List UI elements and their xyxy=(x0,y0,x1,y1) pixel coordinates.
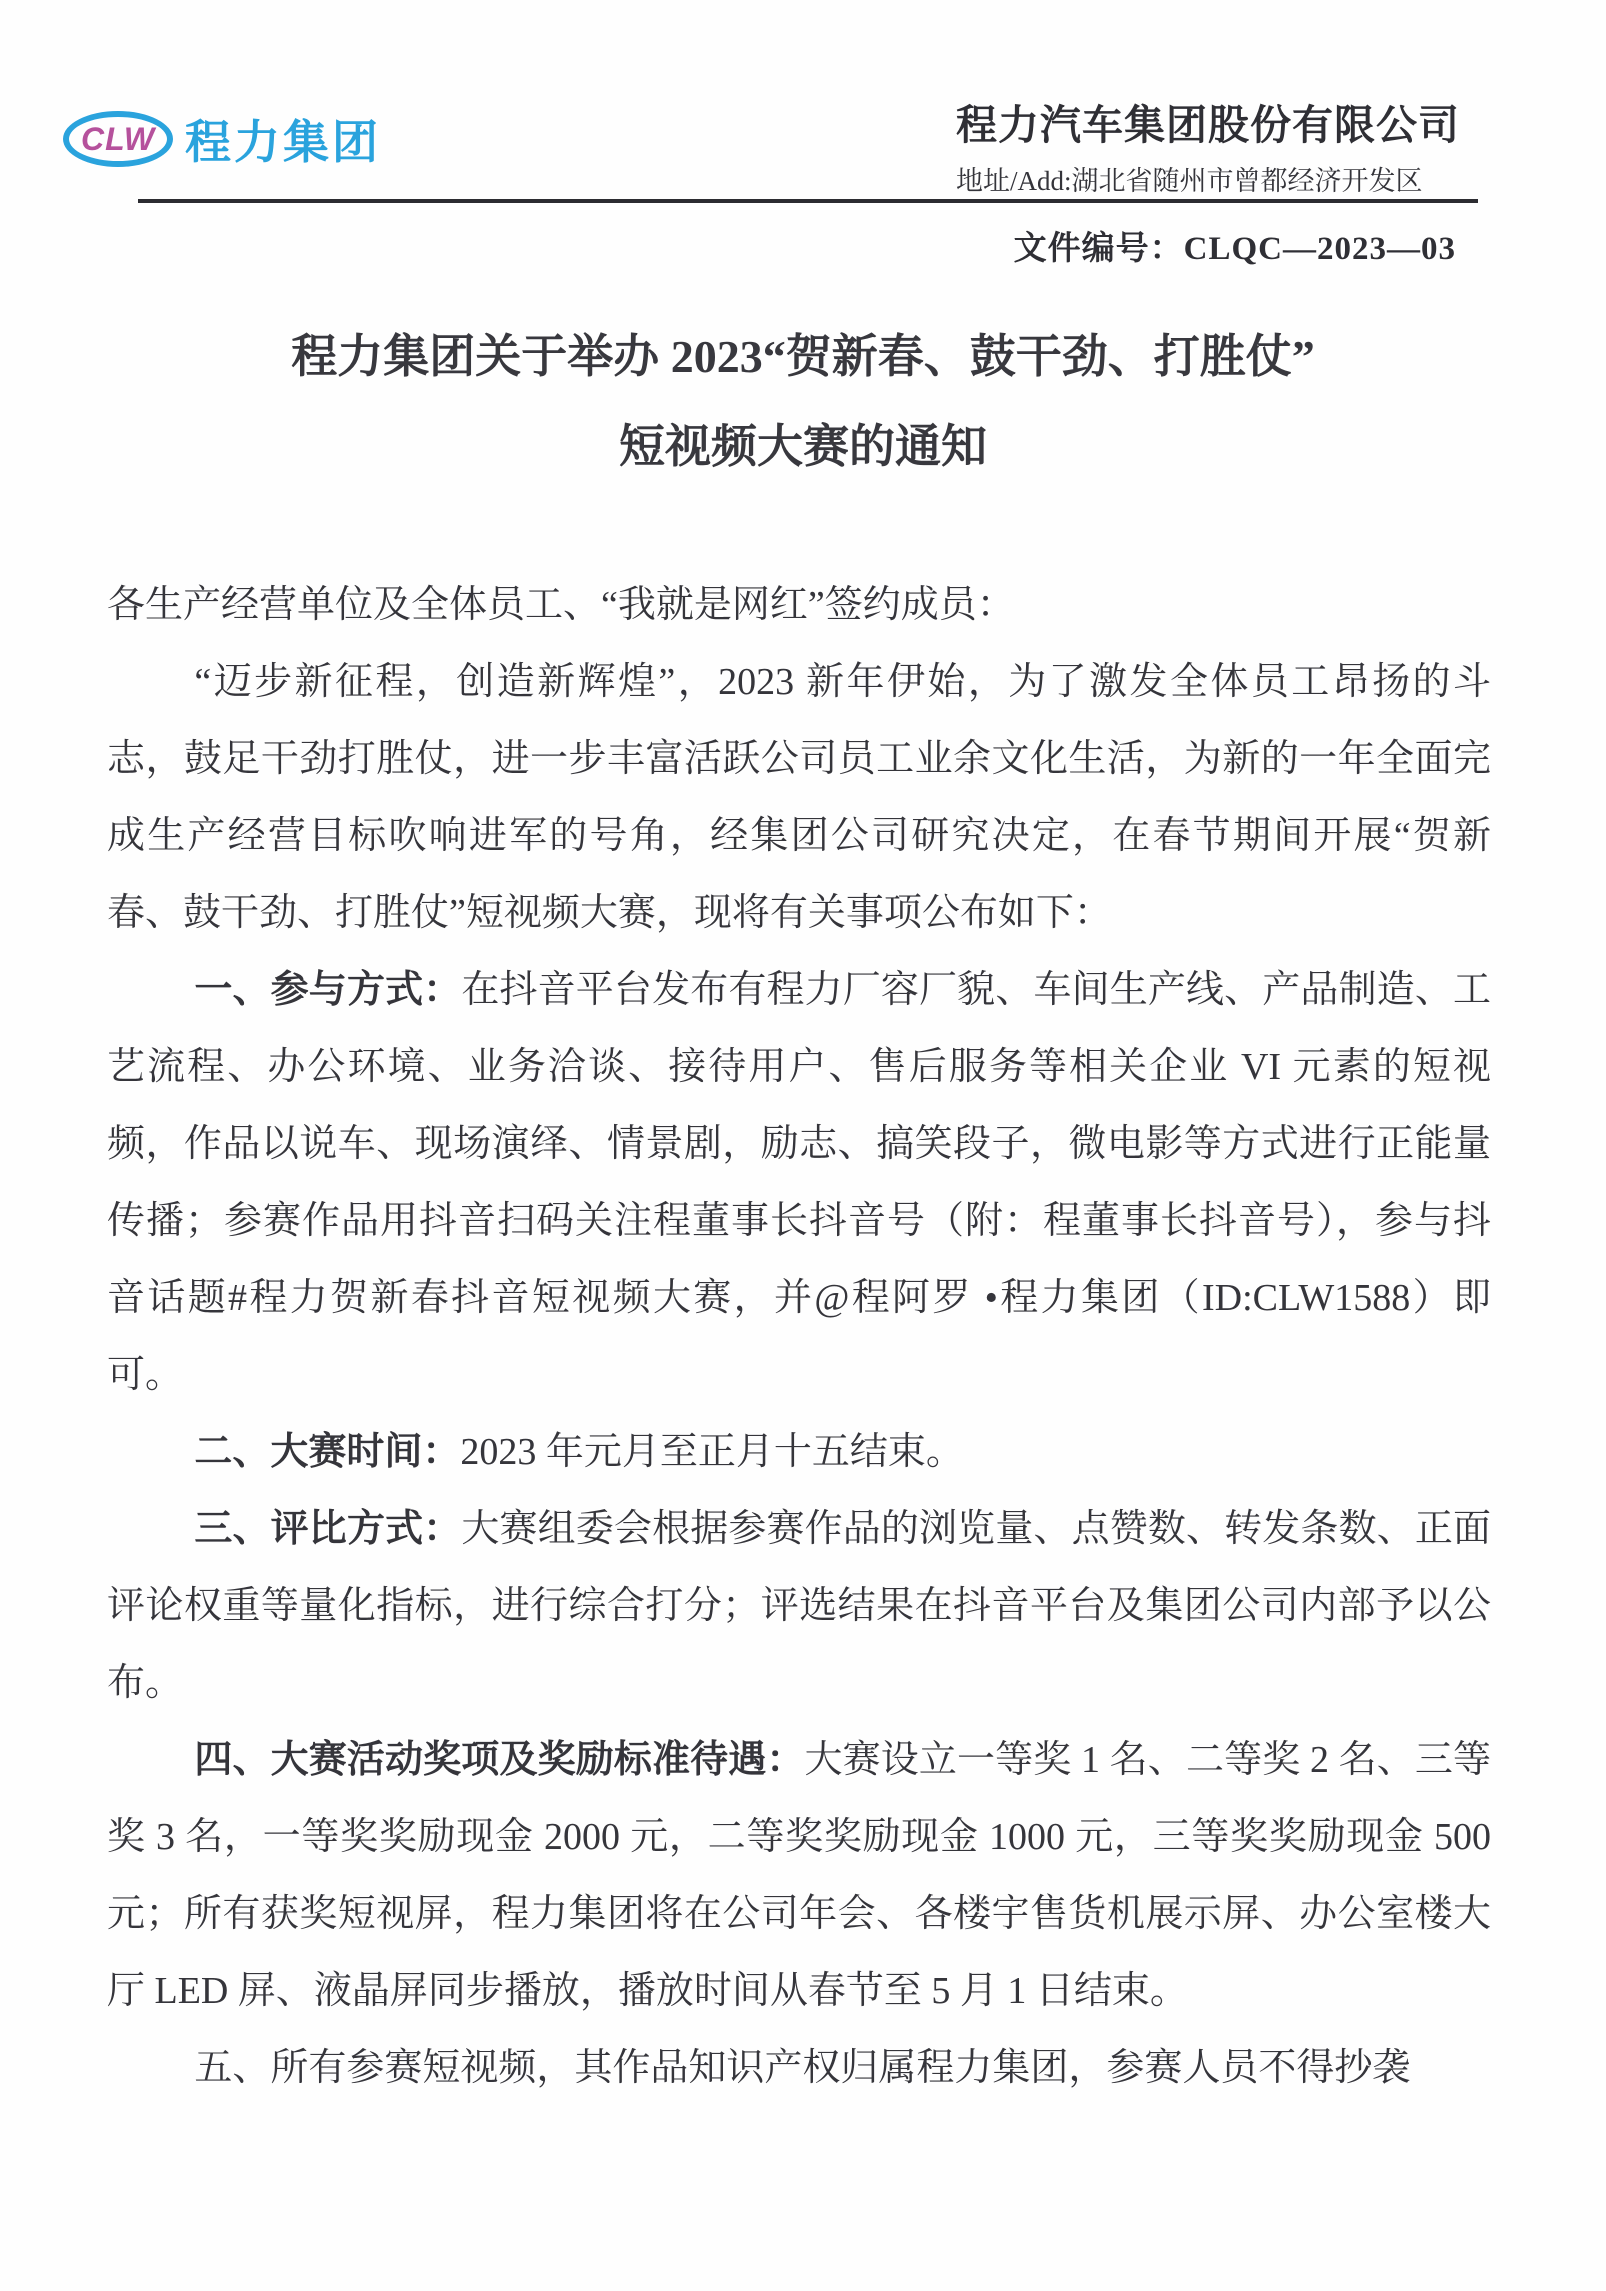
document-title-line1: 程力集团关于举办 2023“贺新春、鼓干劲、打胜仗” xyxy=(291,331,1315,382)
company-name: 程力汽车集团股份有限公司 xyxy=(956,102,1460,148)
document-number: 文件编号：CLQC—2023—03 xyxy=(1013,231,1456,267)
paragraph-text: 大赛设立一等奖 1 名、二等奖 2 名、三等奖 3 名，一等奖奖励现金 2000 元，二等奖奖励现金 1000 元，三等奖奖励现金 500 元；所有获奖短视屏，程力集团将在公司年会、各楼宇售货机展示屏、办公室楼大厅 LED 屏、液晶屏同步播放，播放时间从春节至 5 月 1 日结束。 xyxy=(107,1739,1491,2012)
paragraph-lead: 三、评比方式： xyxy=(194,1508,462,1550)
logo-acronym: CLW xyxy=(80,120,156,157)
paragraph-text: 大赛组委会根据参赛作品的浏览量、点赞数、转发条数、正面评论权重等量化指标，进行综合打分；评选结果在抖音平台及集团公司内部予以公布。 xyxy=(107,1508,1491,1704)
logo-company-name: 程力集团 xyxy=(185,116,381,168)
company-address: 地址/Add:湖北省随州市曾都经济开发区 xyxy=(956,166,1423,196)
document-title-line2: 短视频大赛的通知 xyxy=(619,421,987,472)
paragraph-intro xyxy=(107,644,1491,952)
salutation: 各生产经营单位及全体员工、“我就是网红”签约成员： xyxy=(107,584,1015,626)
clw-oval-logo-icon xyxy=(63,111,173,167)
header-divider xyxy=(138,199,1478,203)
company-logo xyxy=(63,106,381,172)
paragraph-text: 五、所有参赛短视频，其作品知识产权归属程力集团，参赛人员不得抄袭 xyxy=(194,2047,1411,2089)
paragraph-text: 在抖音平台发布有程力厂容厂貌、车间生产线、产品制造、工艺流程、办公环境、业务洽谈、接待用户、售后服务等相关企业 VI 元素的短视频，作品以说车、现场演绎、情景剧，励志、搞笑段子，微电影等方式进行正能量传播；参赛作品用抖音扫码关注程董事长抖音号（附：程董事长抖音号），参与抖音话题#程力贺新春抖音短视频大赛，并@程阿罗 •程力集团（ID:CLW1588）即可。 xyxy=(107,969,1491,1396)
paragraph-participation xyxy=(107,952,1491,1414)
paragraph-schedule xyxy=(107,1414,1491,1491)
paragraph-copyright xyxy=(107,2030,1491,2107)
paragraph-lead: 四、大赛活动奖项及奖励标准待遇： xyxy=(194,1739,805,1781)
letterhead xyxy=(956,92,1486,198)
paragraph-lead: 二、大赛时间： xyxy=(194,1431,461,1473)
document-title xyxy=(0,312,1606,492)
paragraph-judging xyxy=(107,1491,1491,1722)
document-body xyxy=(107,567,1491,2107)
paragraph-awards xyxy=(107,1722,1491,2030)
paragraph-text: 2023 年元月至正月十五结束。 xyxy=(460,1431,964,1473)
paragraph-text: “迈步新征程，创造新辉煌”，2023 新年伊始，为了激发全体员工昂扬的斗志，鼓足干劲打胜仗，进一步丰富活跃公司员工业余文化生活，为新的一年全面完成生产经营目标吹响进军的号角，经集团公司研究决定，在春节期间开展“贺新春、鼓干劲、打胜仗”短视频大赛，现将有关事项公布如下： xyxy=(107,661,1491,934)
paragraph-lead: 一、参与方式： xyxy=(194,969,462,1011)
